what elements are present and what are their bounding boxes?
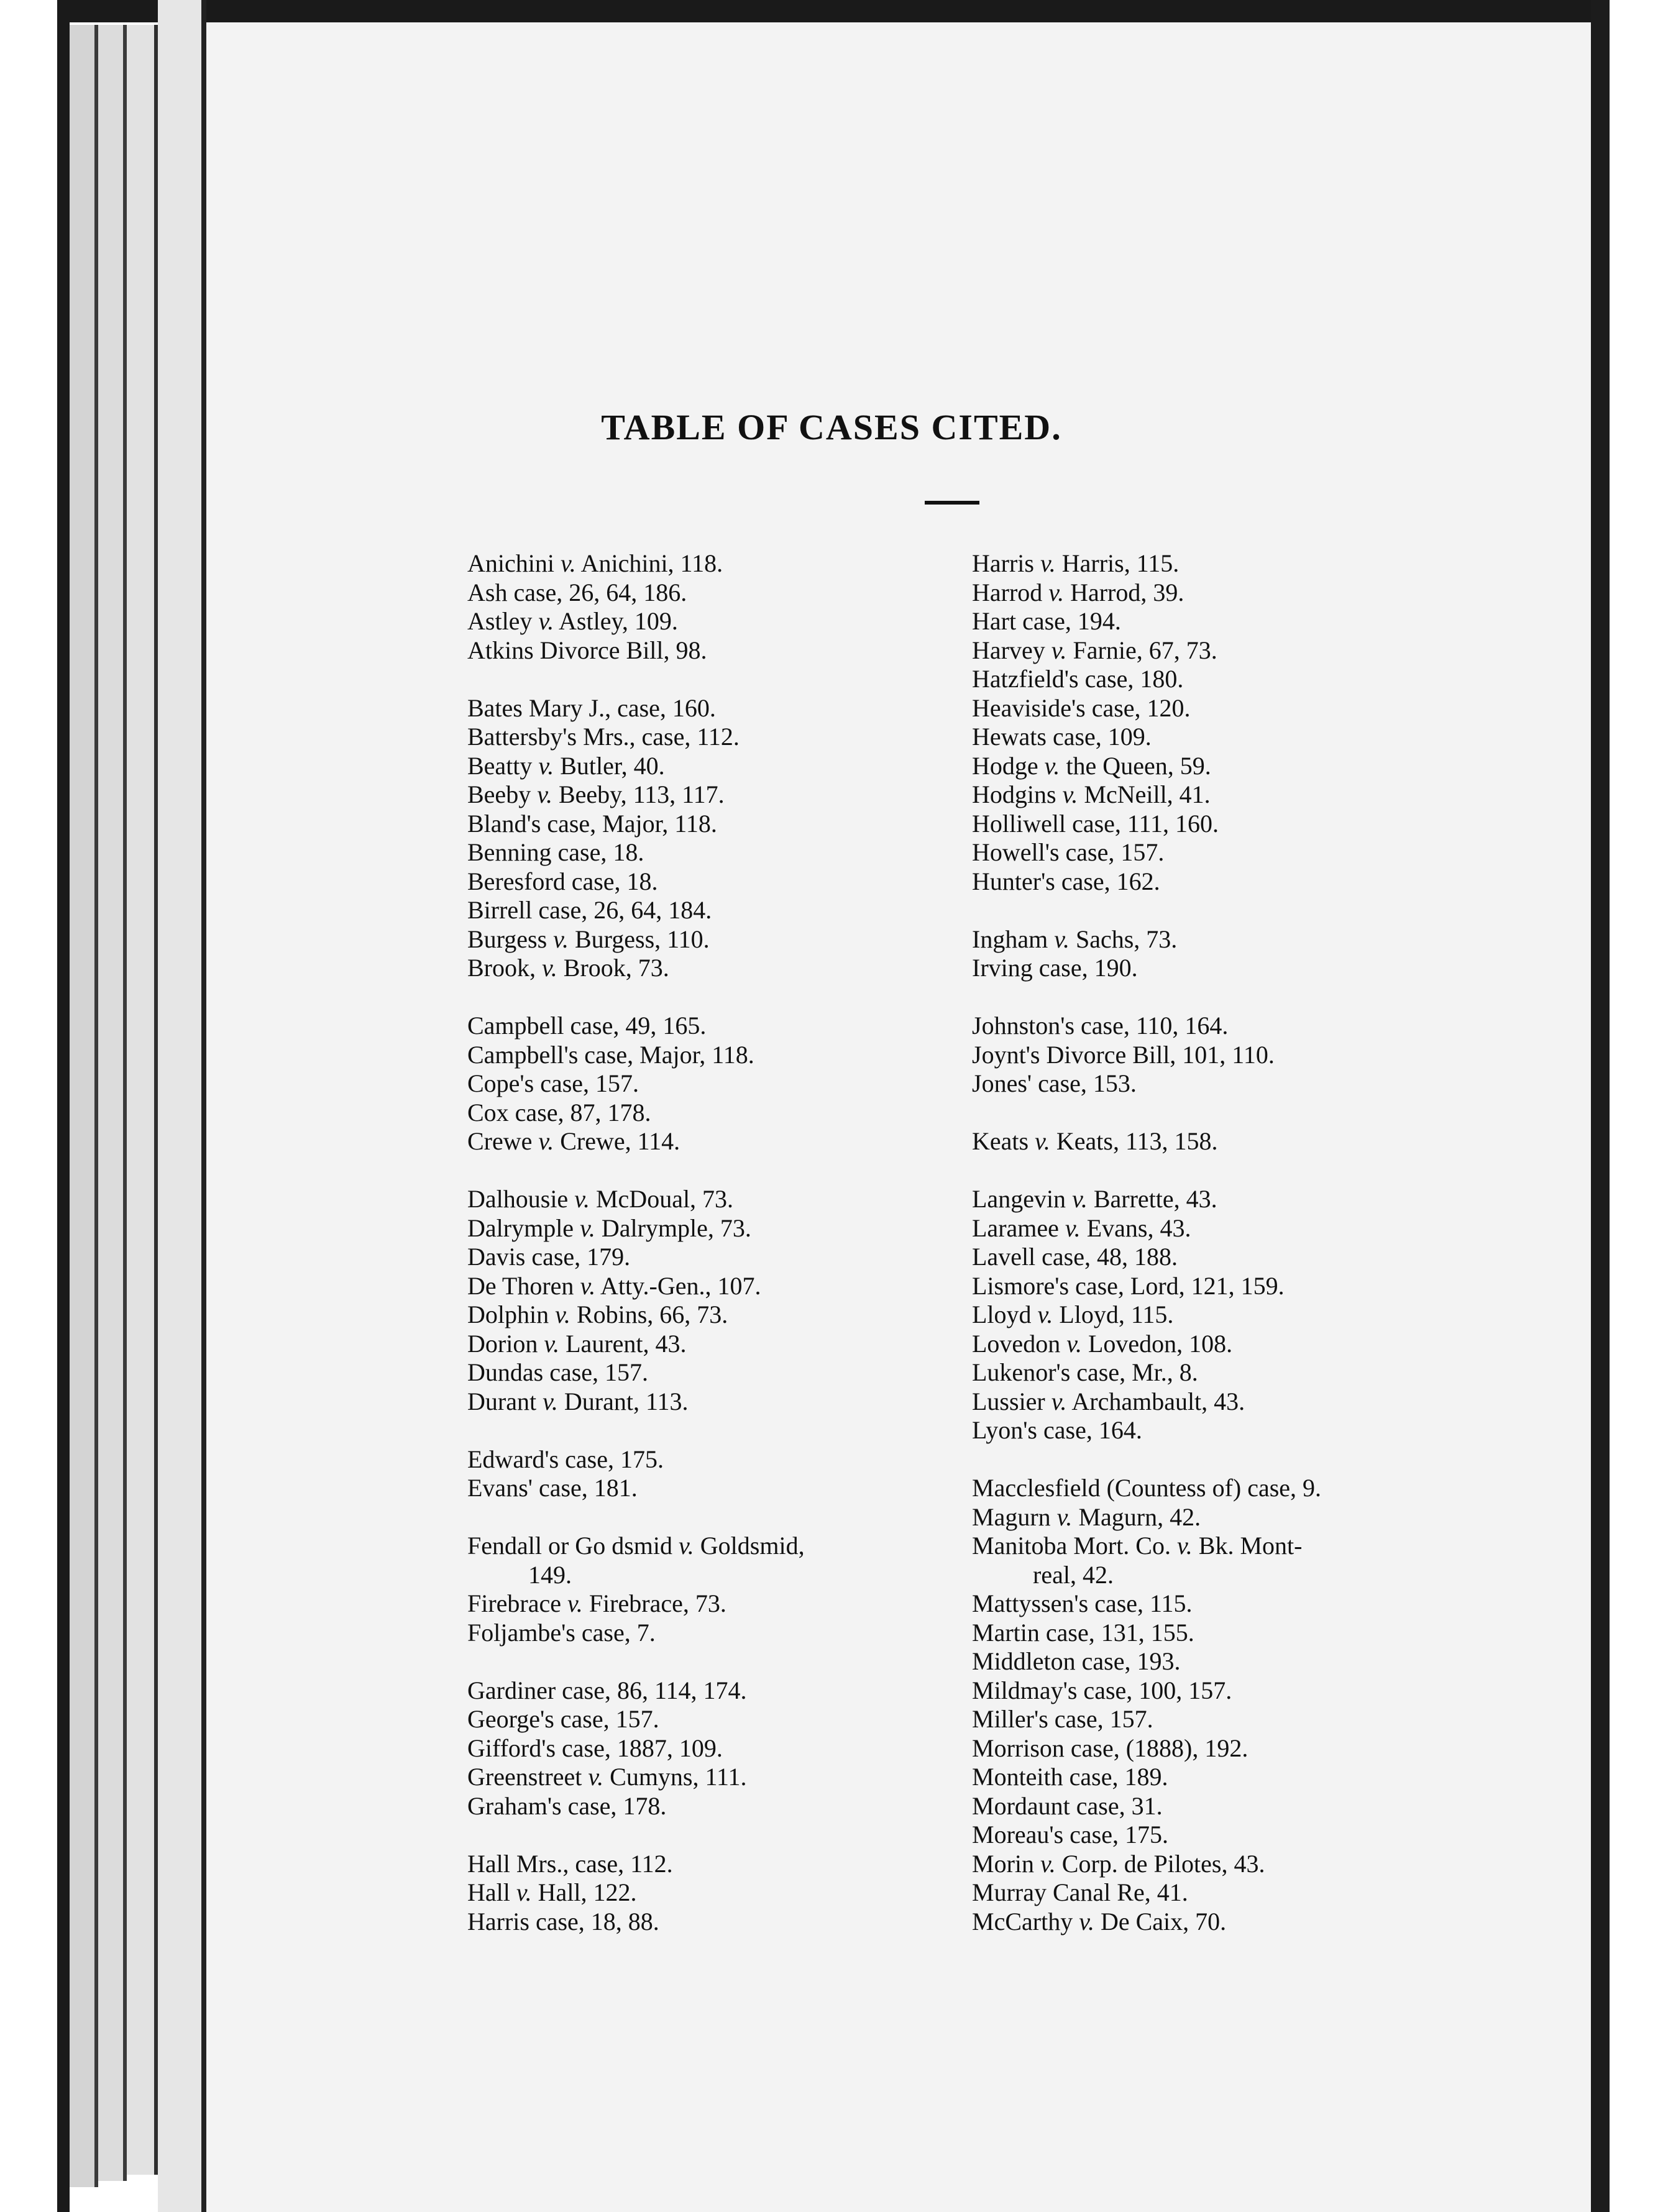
case-entry: Evans' case, 181.: [467, 1474, 638, 1502]
case-entry: Benning case, 18.: [467, 838, 644, 866]
section-gap: [467, 1156, 940, 1186]
section-gap: [972, 1156, 1444, 1186]
case-entry: Cox case, 87, 178.: [467, 1098, 651, 1127]
case-entry: Beatty v. Butler, 40.: [467, 751, 665, 780]
page-edge: [98, 25, 127, 2181]
case-entry: De Thoren v. Atty.-Gen., 107.: [467, 1271, 761, 1300]
case-entry: Harris case, 18, 88.: [467, 1907, 659, 1936]
page-edge: [70, 25, 98, 2187]
case-entry: Harvey v. Farnie, 67, 73.: [972, 636, 1217, 664]
section-gap: [972, 1099, 1444, 1128]
right-column: [972, 549, 1444, 1936]
section-gap: [467, 1416, 940, 1445]
case-entry: Jones' case, 153.: [972, 1069, 1137, 1097]
case-entry: Burgess v. Burgess, 110.: [467, 925, 710, 953]
case-entry: Murray Canal Re, 41.: [972, 1878, 1188, 1906]
case-entry: Irving case, 190.: [972, 954, 1138, 982]
case-entry: Hall Mrs., case, 112.: [467, 1849, 673, 1878]
page-edge: [127, 25, 158, 2175]
page-edge: [158, 0, 206, 2212]
case-entry: Hall v. Hall, 122.: [467, 1878, 637, 1906]
case-entry: Gardiner case, 86, 114, 174.: [467, 1676, 747, 1704]
section-gap: [467, 1503, 940, 1532]
section-gap: [972, 1445, 1444, 1474]
case-entry: Holliwell case, 111, 160.: [972, 809, 1219, 838]
case-entry: Laramee v. Evans, 43.: [972, 1213, 1191, 1242]
case-entry: Edward's case, 175.: [467, 1445, 664, 1473]
case-entry: Bland's case, Major, 118.: [467, 809, 717, 838]
case-entry: real, 42.: [1033, 1560, 1114, 1589]
case-entry: Hart case, 194.: [972, 607, 1121, 635]
case-entry: Mordaunt case, 31.: [972, 1791, 1163, 1820]
case-entry: Crewe v. Crewe, 114.: [467, 1127, 680, 1155]
case-entry: Ingham v. Sachs, 73.: [972, 925, 1178, 953]
case-entry: Greenstreet v. Cumyns, 111.: [467, 1763, 747, 1791]
case-entry: Magurn v. Magurn, 42.: [972, 1502, 1201, 1531]
case-entry: Gifford's case, 1887, 109.: [467, 1734, 723, 1762]
case-entry: Lyon's case, 164.: [972, 1416, 1142, 1444]
case-entry: Macclesfield (Countess of) case, 9.: [972, 1474, 1322, 1502]
case-entry: Howell's case, 157.: [972, 838, 1165, 866]
case-entry: McCarthy v. De Caix, 70.: [972, 1907, 1227, 1936]
case-entry: Hatzfield's case, 180.: [972, 665, 1184, 693]
case-entry: Johnston's case, 110, 164.: [972, 1012, 1229, 1040]
page-title: TABLE OF CASES CITED.: [601, 407, 1062, 447]
case-entry: Campbell's case, Major, 118.: [467, 1040, 754, 1069]
case-entry: Middleton case, 193.: [972, 1647, 1181, 1675]
case-entry: Anichini v. Anichini, 118.: [467, 549, 723, 577]
case-entry: Astley v. Astley, 109.: [467, 607, 678, 635]
section-gap: [972, 896, 1444, 925]
case-entry: Firebrace v. Firebrace, 73.: [467, 1589, 726, 1617]
case-entry: Dorion v. Laurent, 43.: [467, 1329, 687, 1358]
case-entry: Dolphin v. Robins, 66, 73.: [467, 1300, 728, 1328]
case-entry: Lavell case, 48, 188.: [972, 1243, 1178, 1271]
case-entry: Birrell case, 26, 64, 184.: [467, 896, 712, 924]
case-entry: Keats v. Keats, 113, 158.: [972, 1127, 1218, 1155]
case-entry: Heaviside's case, 120.: [972, 693, 1191, 722]
section-gap: [972, 983, 1444, 1012]
case-entry: Lussier v. Archambault, 43.: [972, 1387, 1245, 1415]
case-entry: Hodge v. the Queen, 59.: [972, 751, 1211, 780]
case-entry: Martin case, 131, 155.: [972, 1618, 1194, 1647]
title-rule: [925, 501, 979, 505]
case-entry: Bates Mary J., case, 160.: [467, 693, 716, 722]
section-gap: [467, 983, 940, 1012]
case-entry: Durant v. Durant, 113.: [467, 1387, 689, 1415]
case-entry: Lloyd v. Lloyd, 115.: [972, 1300, 1174, 1328]
section-gap: [467, 1647, 940, 1676]
case-entry: Langevin v. Barrette, 43.: [972, 1185, 1217, 1213]
case-entry: George's case, 157.: [467, 1705, 659, 1733]
case-entry: Mattyssen's case, 115.: [972, 1589, 1193, 1617]
case-entry: Dalrymple v. Dalrymple, 73.: [467, 1213, 751, 1242]
case-entry: Miller's case, 157.: [972, 1705, 1153, 1733]
case-entry: Lismore's case, Lord, 121, 159.: [972, 1271, 1285, 1300]
case-entry: Lukenor's case, Mr., 8.: [972, 1358, 1198, 1386]
case-entry: Joynt's Divorce Bill, 101, 110.: [972, 1040, 1275, 1069]
case-entry: Davis case, 179.: [467, 1243, 631, 1271]
case-entry: Cope's case, 157.: [467, 1069, 639, 1097]
case-entry: Morin v. Corp. de Pilotes, 43.: [972, 1849, 1265, 1878]
case-entry: Hewats case, 109.: [972, 723, 1152, 751]
case-entry: Lovedon v. Lovedon, 108.: [972, 1329, 1233, 1358]
case-entry: Campbell case, 49, 165.: [467, 1012, 707, 1040]
case-entry: Ash case, 26, 64, 186.: [467, 578, 687, 606]
section-gap: [467, 1821, 940, 1850]
case-entry: Harrod v. Harrod, 39.: [972, 578, 1184, 606]
case-entry: Mildmay's case, 100, 157.: [972, 1676, 1232, 1704]
case-entry: Dundas case, 157.: [467, 1358, 649, 1386]
case-entry: Manitoba Mort. Co. v. Bk. Mont-: [972, 1532, 1303, 1560]
case-entry: Brook, v. Brook, 73.: [467, 954, 669, 982]
section-gap: [467, 665, 940, 694]
case-entry: Battersby's Mrs., case, 112.: [467, 723, 740, 751]
book-spine-edge: [57, 0, 70, 2212]
left-column: [467, 549, 940, 1936]
scan-margin: [1610, 0, 1663, 2212]
case-entry: Hunter's case, 162.: [972, 867, 1160, 895]
case-entry: Moreau's case, 175.: [972, 1821, 1168, 1849]
case-entry: Foljambe's case, 7.: [467, 1618, 656, 1647]
scan-right-edge: [1591, 0, 1610, 2212]
case-entry: Morrison case, (1888), 192.: [972, 1734, 1248, 1762]
case-entry: Beresford case, 18.: [467, 867, 658, 895]
case-entry: Dalhousie v. McDoual, 73.: [467, 1185, 734, 1213]
case-entry: Fendall or Go dsmid v. Goldsmid,: [467, 1532, 805, 1560]
case-entry: Beeby v. Beeby, 113, 117.: [467, 780, 725, 808]
case-entry: Monteith case, 189.: [972, 1763, 1168, 1791]
case-entry: Hodgins v. McNeill, 41.: [972, 780, 1211, 808]
scan-top-edge: [57, 0, 1611, 22]
case-entry: Atkins Divorce Bill, 98.: [467, 636, 707, 664]
case-entry: Harris v. Harris, 115.: [972, 549, 1180, 577]
case-entry: 149.: [528, 1560, 572, 1589]
case-entry: Graham's case, 178.: [467, 1791, 667, 1820]
